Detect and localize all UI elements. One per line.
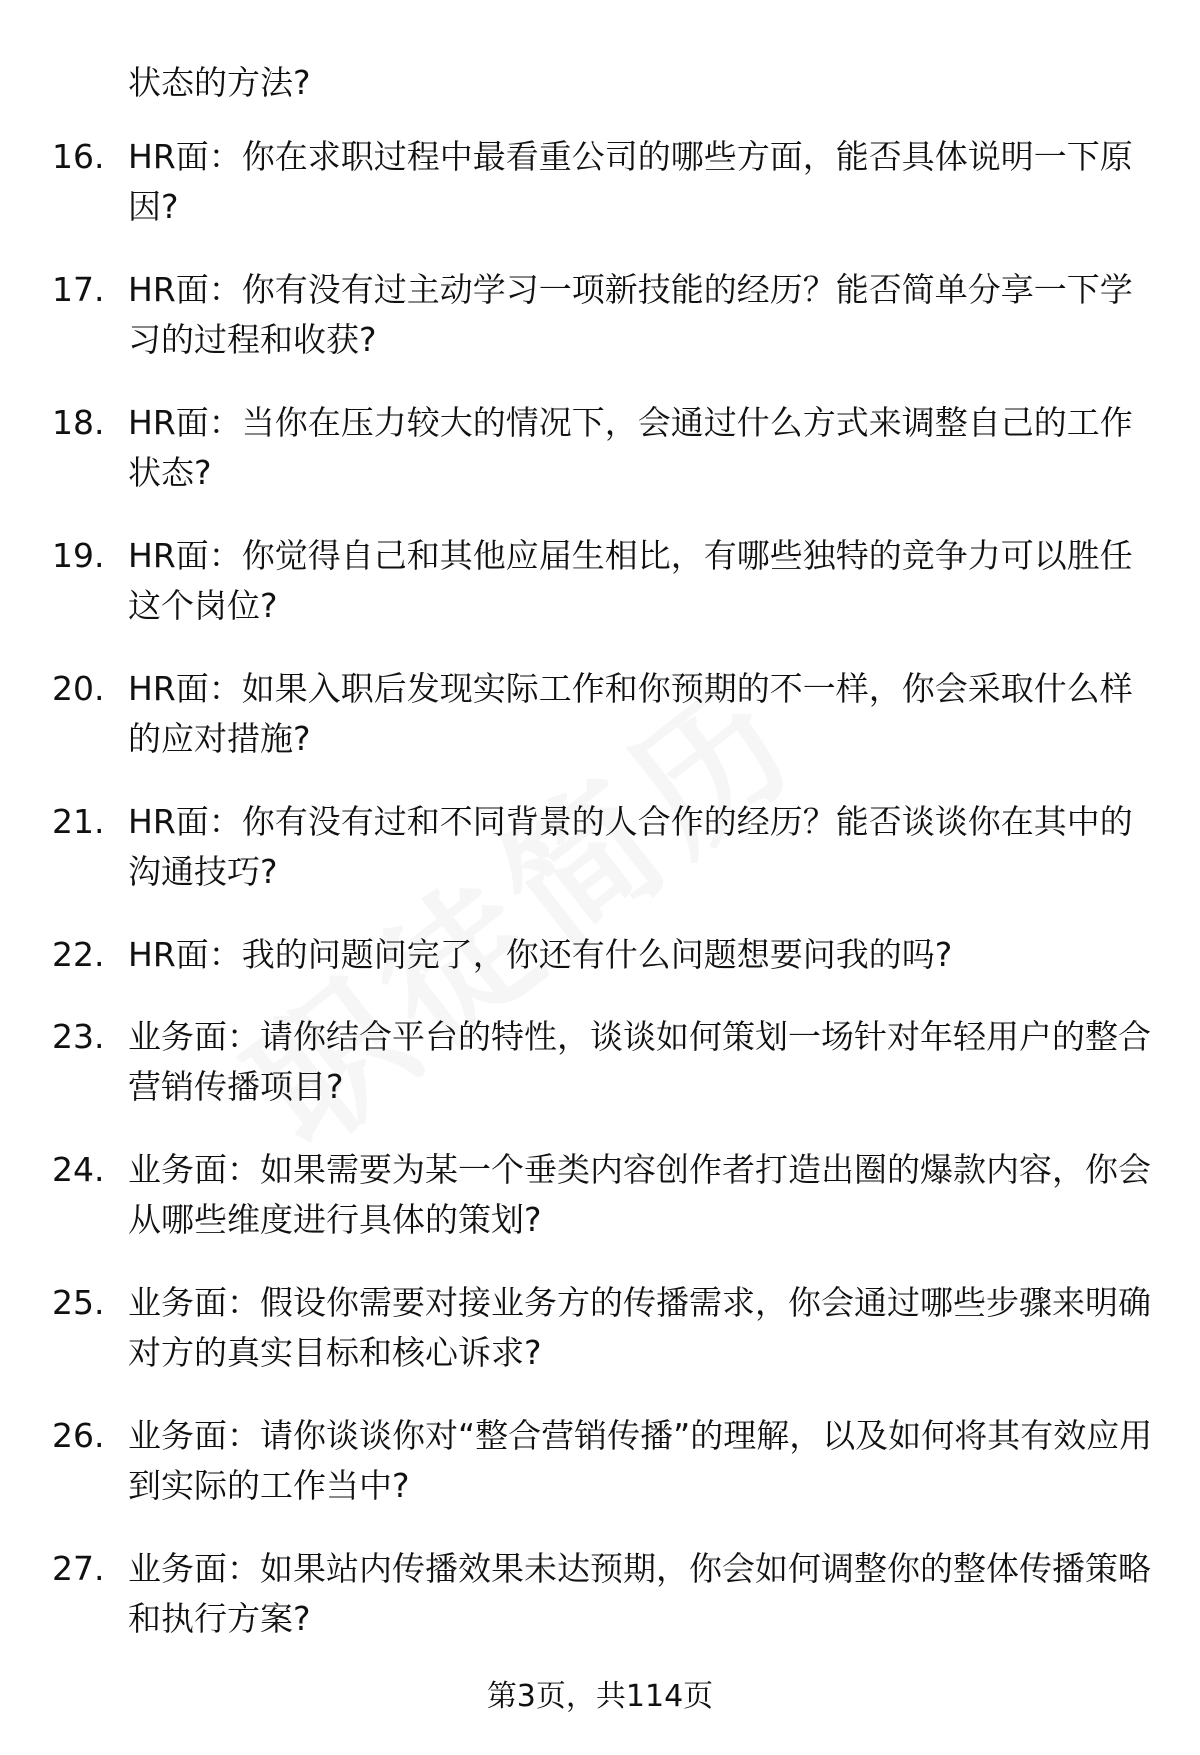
- question-item: [0, 1411, 1200, 1511]
- question-item: [0, 1145, 1200, 1245]
- question-number: 27.: [52, 1549, 105, 1588]
- question-text: 业务面：如果需要为某一个垂类内容创作者打造出圈的爆款内容，你会从哪些维度进行具体的策划?: [128, 1150, 1151, 1239]
- question-text: 业务面：如果站内传播效果未达预期，你会如何调整你的整体传播策略和执行方案?: [128, 1549, 1151, 1638]
- question-text: 业务面：请你谈谈你对“整合营销传播”的理解，以及如何将其有效应用到实际的工作当中?: [128, 1416, 1153, 1505]
- question-item: [0, 797, 1200, 897]
- question-number: 18.: [52, 403, 105, 442]
- question-number: 25.: [52, 1283, 105, 1322]
- question-number: 22.: [52, 935, 105, 974]
- question-item: [0, 1278, 1200, 1378]
- question-number: 17.: [52, 270, 105, 309]
- question-item: [0, 398, 1200, 498]
- question-text: HR面：如果入职后发现实际工作和你预期的不一样，你会采取什么样的应对措施?: [128, 669, 1133, 758]
- question-text: HR面：你有没有过和不同背景的人合作的经历？能否谈谈你在其中的沟通技巧?: [128, 802, 1133, 891]
- question-text: HR面：你在求职过程中最看重公司的哪些方面，能否具体说明一下原因?: [128, 137, 1133, 226]
- question-item: [0, 132, 1200, 232]
- question-item: [0, 1012, 1200, 1112]
- page-footer: 第3页，共114页: [486, 1679, 714, 1714]
- question-text: HR面：我的问题问完了，你还有什么问题想要问我的吗?: [128, 935, 953, 974]
- question-text: 业务面：请你结合平台的特性，谈谈如何策划一场针对年轻用户的整合营销传播项目?: [128, 1017, 1151, 1106]
- question-item: [0, 265, 1200, 365]
- question-number: 20.: [52, 669, 105, 708]
- question-number: 19.: [52, 536, 105, 575]
- question-item: [0, 531, 1200, 631]
- question-number: 16.: [52, 137, 105, 176]
- question-text: HR面：你有没有过主动学习一项新技能的经历？能否简单分享一下学习的过程和收获?: [128, 270, 1133, 359]
- question-number: 21.: [52, 802, 105, 841]
- question-item: [0, 664, 1200, 764]
- question-text: HR面：你觉得自己和其他应届生相比，有哪些独特的竞争力可以胜任这个岗位?: [128, 536, 1133, 625]
- question-number: 26.: [52, 1416, 105, 1455]
- question-number: 24.: [52, 1150, 105, 1189]
- question-text: 业务面：假设你需要对接业务方的传播需求，你会通过哪些步骤来明确对方的真实目标和核心诉求?: [128, 1283, 1151, 1372]
- question-item: [0, 1544, 1200, 1644]
- continued-question-text: 状态的方法?: [128, 63, 311, 102]
- question-text: HR面：当你在压力较大的情况下，会通过什么方式来调整自己的工作状态?: [128, 403, 1133, 492]
- question-number: 23.: [52, 1017, 105, 1056]
